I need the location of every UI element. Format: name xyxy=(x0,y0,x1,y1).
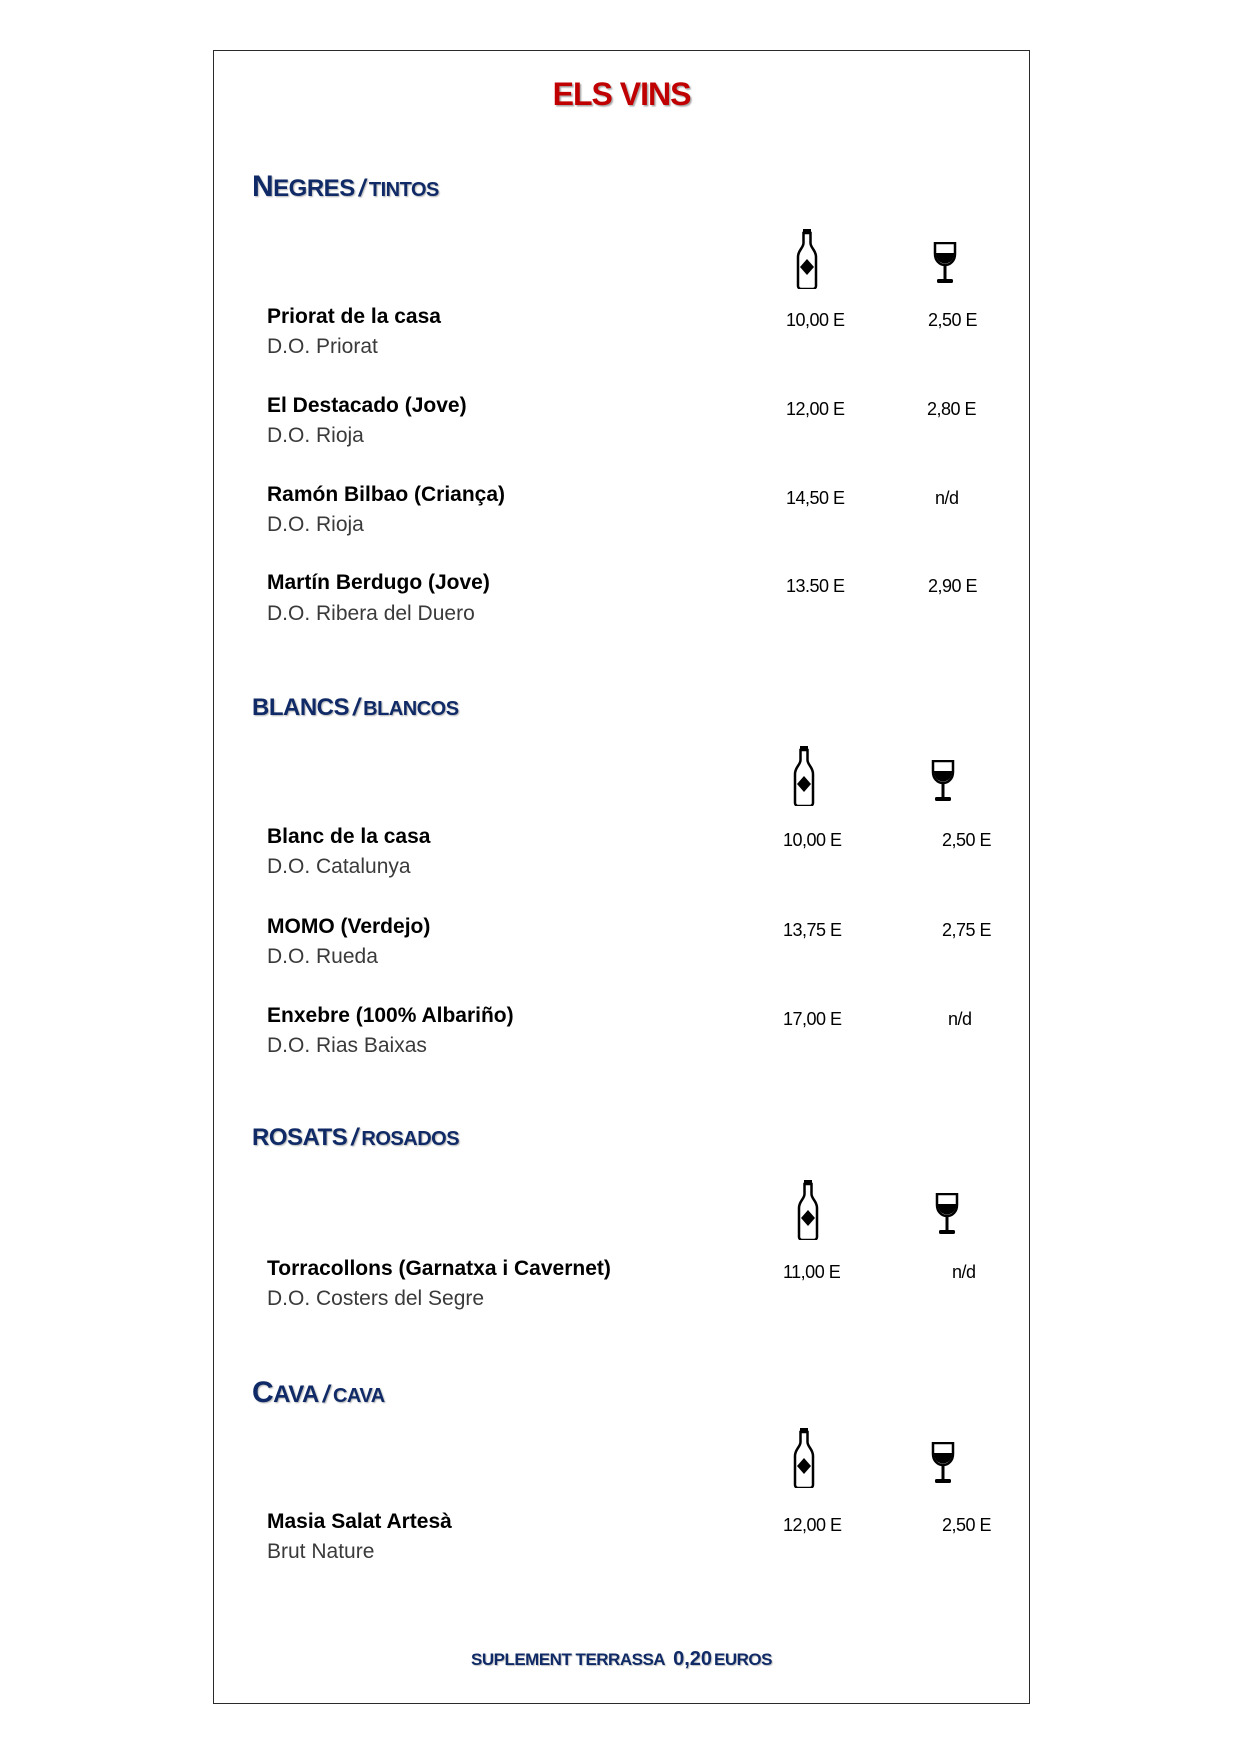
wine-name: MOMO (Verdejo) xyxy=(267,915,431,938)
wine-bottle-icon xyxy=(793,746,815,806)
wine-name: Ramón Bilbao (Criança) xyxy=(267,483,506,506)
wine-origin: Brut Nature xyxy=(267,1540,375,1563)
wine-name: Priorat de la casa xyxy=(267,305,441,328)
wine-name: El Destacado (Jove) xyxy=(267,394,467,417)
glass-price: n/d xyxy=(935,488,959,508)
glass-price: 2,50 E xyxy=(942,830,992,850)
bottle-price: 10,00 E xyxy=(786,310,845,330)
glass-price: 2,90 E xyxy=(928,576,978,596)
glass-price: 2,50 E xyxy=(928,310,978,330)
wine-origin: D.O. Priorat xyxy=(267,335,378,358)
wine-origin: D.O. Catalunya xyxy=(267,855,411,878)
wine-glass-icon xyxy=(935,1193,959,1235)
wine-name: Blanc de la casa xyxy=(267,825,431,848)
section-heading-cava: CAVA / CAVA xyxy=(252,1376,385,1409)
terrace-supplement-note xyxy=(213,1648,1030,1671)
supplement-value: 0,20 xyxy=(673,1648,713,1670)
glass-price: n/d xyxy=(952,1262,976,1282)
wine-glass-icon xyxy=(933,242,957,284)
wine-origin: D.O. Rioja xyxy=(267,424,364,447)
wine-name: Masia Salat Artesà xyxy=(267,1510,452,1533)
bottle-price: 10,00 E xyxy=(783,830,842,850)
section-heading-blancs: BLANCS / BLANCOS xyxy=(252,694,459,721)
glass-price: 2,80 E xyxy=(927,399,977,419)
wine-glass-icon xyxy=(931,1442,955,1484)
wine-name: Torracollons (Garnatxa i Cavernet) xyxy=(267,1257,611,1280)
wine-origin: D.O. Rias Baixas xyxy=(267,1034,427,1057)
wine-name: Enxebre (100% Albariño) xyxy=(267,1004,514,1027)
supplement-label: SUPLEMENT TERRASSA xyxy=(471,1650,666,1669)
wine-origin: D.O. Costers del Segre xyxy=(267,1287,485,1310)
glass-price: n/d xyxy=(948,1009,972,1029)
wine-name: Martín Berdugo (Jove) xyxy=(267,571,490,594)
bottle-price: 11,00 E xyxy=(783,1262,841,1282)
glass-price: 2,75 E xyxy=(942,920,992,940)
section-heading-rosats: ROSATS / ROSADOS xyxy=(252,1124,460,1151)
wine-bottle-icon xyxy=(796,229,818,289)
bottle-price: 14,50 E xyxy=(786,488,845,508)
glass-price: 2,50 E xyxy=(942,1515,992,1535)
supplement-unit: EUROS xyxy=(714,1650,772,1669)
wine-glass-icon xyxy=(931,760,955,802)
wine-origin: D.O. Ribera del Duero xyxy=(267,602,475,625)
wine-origin: D.O. Rioja xyxy=(267,513,364,536)
bottle-price: 13,75 E xyxy=(783,920,842,940)
page-title: ELS VINS xyxy=(552,76,691,112)
wine-origin: D.O. Rueda xyxy=(267,945,378,968)
section-heading-negres: NEGRES / TINTOS xyxy=(252,170,439,203)
bottle-price: 17,00 E xyxy=(783,1009,842,1029)
wine-bottle-icon xyxy=(793,1428,815,1488)
bottle-price: 12,00 E xyxy=(786,399,845,419)
bottle-price: 13.50 E xyxy=(786,576,845,596)
wine-bottle-icon xyxy=(797,1180,819,1240)
bottle-price: 12,00 E xyxy=(783,1515,842,1535)
